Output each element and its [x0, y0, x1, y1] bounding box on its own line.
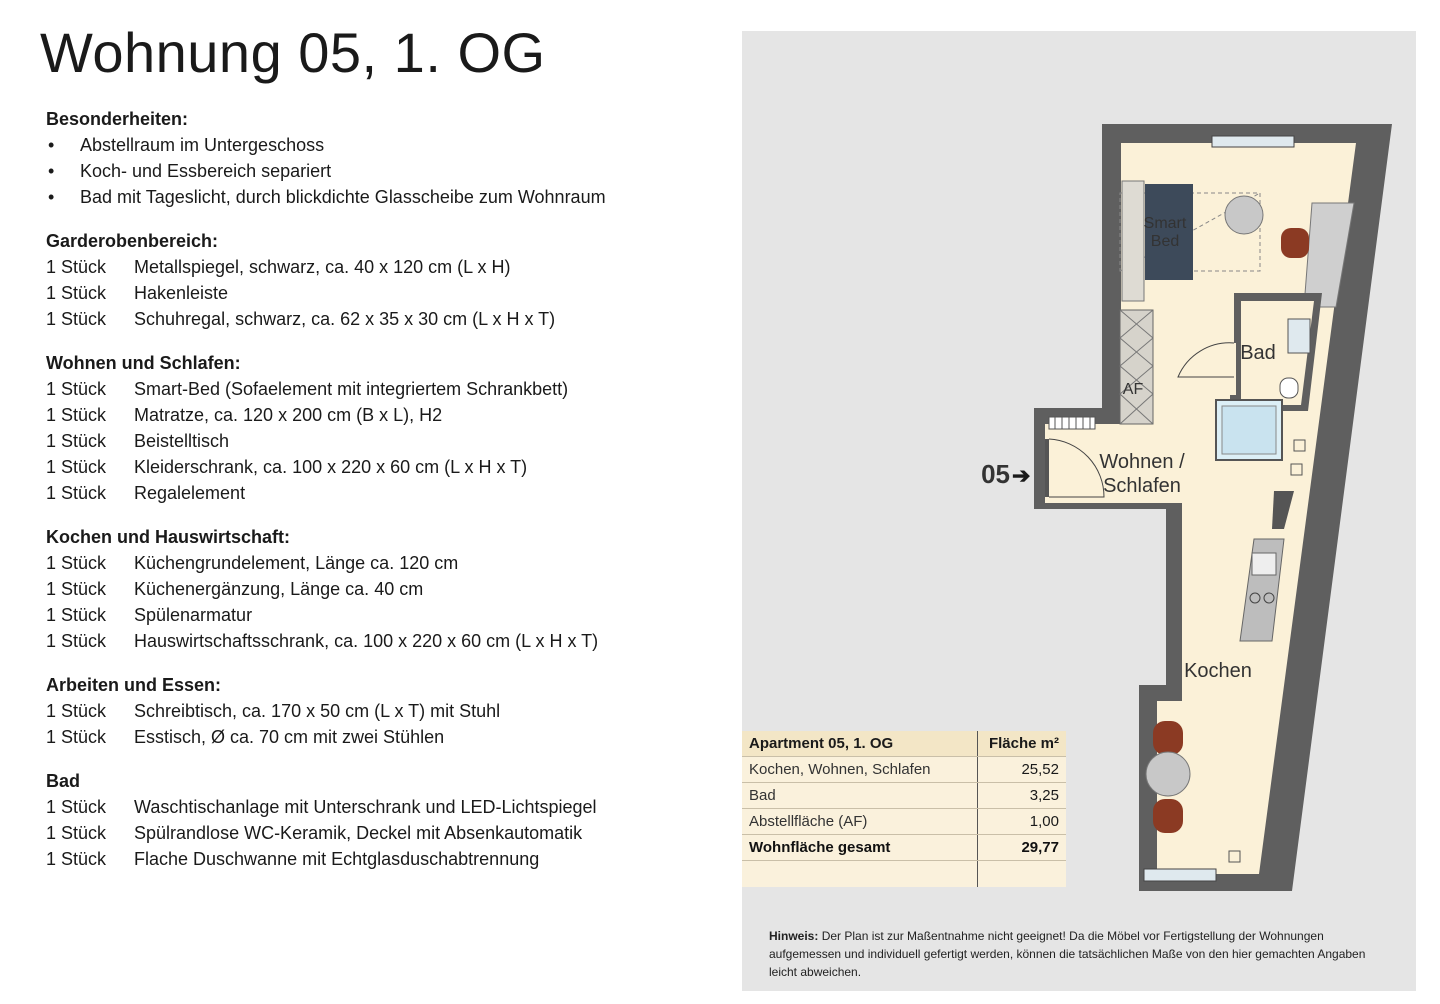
item-text: Regalelement: [134, 483, 246, 503]
kitchen-section: [46, 524, 696, 654]
table-row: [742, 783, 1066, 809]
living-label-2: Schlafen: [1103, 475, 1181, 497]
table-filler-row: [742, 861, 1066, 888]
feature-text: Abstellraum im Untergeschoss: [80, 135, 325, 155]
section-heading: Bad: [46, 771, 81, 791]
filler-cell: [742, 861, 978, 888]
quantity: 1 Stück: [46, 457, 107, 477]
quantity: 1 Stück: [46, 257, 107, 277]
bullet-icon: •: [48, 135, 55, 155]
side-table: [1225, 196, 1263, 234]
quantity: 1 Stück: [46, 727, 107, 747]
feature-text: Bad mit Tageslicht, durch blickdichte Glasscheibe zum Wohnraum: [80, 187, 606, 207]
list-item: [46, 480, 696, 506]
list-item: [46, 550, 696, 576]
list-item: [46, 428, 696, 454]
item-text: Schreibtisch, ca. 170 x 50 cm (L x T) mit Stuhl: [134, 701, 501, 721]
quantity: 1 Stück: [46, 553, 107, 573]
item-text: Esstisch, Ø ca. 70 cm mit zwei Stühlen: [134, 727, 445, 747]
total-name: Wohnfläche gesamt: [742, 835, 978, 861]
smart-bed-label-1: Smart: [1143, 215, 1187, 232]
equipment-list: [46, 106, 696, 890]
item-text: Spülenarmatur: [134, 605, 253, 625]
item-text: Küchenergänzung, Länge ca. 40 cm: [134, 579, 424, 599]
quantity: 1 Stück: [46, 605, 107, 625]
table-header: [742, 731, 1066, 757]
wall-niche: [1291, 464, 1302, 475]
quantity: 1 Stück: [46, 823, 107, 843]
shoe-rack: [1049, 417, 1095, 429]
dining-table: [1146, 752, 1190, 796]
list-item: [46, 306, 696, 332]
list-item: [46, 454, 696, 480]
features-section: [46, 106, 696, 210]
table-row: [742, 757, 1066, 783]
page-title: Wohnung 05, 1. OG: [40, 21, 546, 84]
bullet-icon: •: [48, 187, 55, 207]
room-name: Kochen, Wohnen, Schlafen: [742, 757, 978, 783]
section-heading: Wohnen und Schlafen:: [46, 353, 241, 373]
window-bottom: [1144, 869, 1216, 881]
filler-cell: [978, 861, 1067, 888]
quantity: 1 Stück: [46, 631, 107, 651]
feature-text: Koch- und Essbereich separiert: [80, 161, 332, 181]
storage-label: AF: [1122, 381, 1144, 398]
item-text: Flache Duschwanne mit Echtglasduschabtrennung: [134, 849, 540, 869]
entrance-door: [1045, 439, 1049, 497]
list-item: [46, 402, 696, 428]
item-text: Smart-Bed (Sofaelement mit integriertem Schrankbett): [134, 379, 569, 399]
list-item: [46, 376, 696, 402]
garderobe-section: [46, 228, 696, 332]
item-text: Matratze, ca. 120 x 200 cm (B x L), H2: [134, 405, 443, 425]
floor-plan-panel: [742, 31, 1416, 991]
sink: [1288, 319, 1310, 353]
quantity: 1 Stück: [46, 849, 107, 869]
list-item: [46, 820, 696, 846]
living-label-1: Wohnen /: [1099, 451, 1185, 473]
header-name: Apartment 05, 1. OG: [742, 731, 978, 757]
quantity: 1 Stück: [46, 483, 107, 503]
room-area: 25,52: [978, 757, 1067, 783]
item-list: [46, 794, 696, 872]
item-text: Küchengrundelement, Länge ca. 120 cm: [134, 553, 459, 573]
wall-niche: [1229, 851, 1240, 862]
list-item: [46, 184, 696, 210]
disclaimer-note: [769, 927, 1389, 981]
quantity: 1 Stück: [46, 579, 107, 599]
kitchen-label: Kochen: [1184, 660, 1252, 682]
item-list: [46, 254, 696, 332]
work-dining-section: [46, 672, 696, 750]
quantity: 1 Stück: [46, 405, 107, 425]
unit-number: 05: [981, 459, 1010, 489]
desk-chair: [1281, 228, 1309, 258]
living-section: [46, 350, 696, 506]
quantity: 1 Stück: [46, 797, 107, 817]
shower-glass: [1222, 406, 1276, 454]
quantity: 1 Stück: [46, 701, 107, 721]
bathroom-door-opening: [1226, 343, 1236, 395]
item-text: Hakenleiste: [134, 283, 229, 303]
quantity: 1 Stück: [46, 283, 107, 303]
note-text: Der Plan ist zur Maßentnahme nicht geeignet! Da die Möbel vor Fertigstellung der Wohnungen aufgemessen und individuell gefertigt werden, können die tatsächlichen Maße von den hier gemachten Angaben leicht abweichen.: [769, 929, 1366, 979]
list-item: [46, 698, 696, 724]
room-name: Abstellfläche (AF): [742, 809, 978, 835]
list-item: [46, 846, 696, 872]
note-label: Hinweis:: [769, 929, 819, 943]
list-item: [46, 254, 696, 280]
list-item: [46, 280, 696, 306]
list-item: [46, 158, 696, 184]
list-item: [46, 132, 696, 158]
item-text: Schuhregal, schwarz, ca. 62 x 35 x 30 cm (L x H x T): [134, 309, 556, 329]
list-item: [46, 628, 696, 654]
area-table: [742, 731, 1066, 887]
total-area: 29,77: [978, 835, 1067, 861]
section-heading: Garderobenbereich:: [46, 231, 219, 251]
bath-section: [46, 768, 696, 872]
list-item: [46, 724, 696, 750]
storage-cabinet: [1120, 310, 1153, 424]
dining-chair: [1153, 721, 1183, 755]
item-text: Spülrandlose WC-Keramik, Deckel mit Absenkautomatik: [134, 823, 583, 843]
smart-bed: [1145, 184, 1193, 280]
item-text: Waschtischanlage mit Unterschrank und LED-Lichtspiegel: [134, 797, 597, 817]
room-name: Bad: [742, 783, 978, 809]
list-item: [46, 602, 696, 628]
item-list: [46, 698, 696, 750]
section-heading: Besonderheiten:: [46, 109, 189, 129]
bullet-icon: •: [48, 161, 55, 181]
bath-label: Bad: [1240, 342, 1276, 364]
kitchen-sink: [1252, 553, 1276, 575]
list-item: [46, 794, 696, 820]
wardrobe: [1122, 181, 1144, 301]
room-area: 3,25: [978, 783, 1067, 809]
item-text: Hauswirtschaftsschrank, ca. 100 x 220 x 60 cm (L x H x T): [134, 631, 599, 651]
room-area: 1,00: [978, 809, 1067, 835]
dining-chair: [1153, 799, 1183, 833]
item-list: [46, 550, 696, 654]
item-text: Beistelltisch: [134, 431, 230, 451]
section-heading: Kochen und Hauswirtschaft:: [46, 527, 291, 547]
item-list: [46, 376, 696, 506]
feature-list: [46, 132, 696, 210]
quantity: 1 Stück: [46, 379, 107, 399]
table-row: [742, 809, 1066, 835]
item-text: Metallspiegel, schwarz, ca. 40 x 120 cm (L x H): [134, 257, 511, 277]
list-item: [46, 576, 696, 602]
header-area: Fläche m²: [978, 731, 1067, 757]
table-total-row: [742, 835, 1066, 861]
quantity: 1 Stück: [46, 431, 107, 451]
wc: [1280, 378, 1298, 398]
wall-niche: [1294, 440, 1305, 451]
window-top: [1212, 136, 1294, 147]
smart-bed-label-2: Bed: [1150, 233, 1180, 250]
item-text: Kleiderschrank, ca. 100 x 220 x 60 cm (L x H x T): [134, 457, 528, 477]
quantity: 1 Stück: [46, 309, 107, 329]
section-heading: Arbeiten und Essen:: [46, 675, 222, 695]
entrance-arrow-icon: ➔: [1012, 463, 1031, 488]
